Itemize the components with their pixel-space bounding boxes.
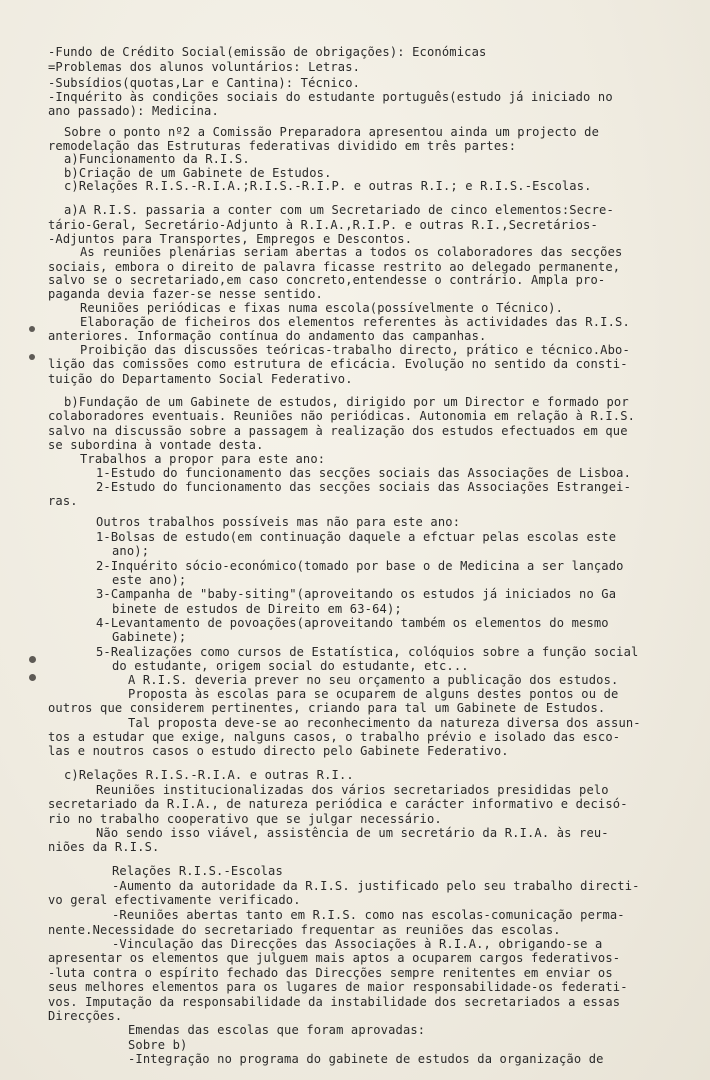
text-line: Sobre b) [128, 1037, 188, 1052]
text-line: se subordina à vontade desta. [48, 437, 264, 452]
text-line: ras. [48, 494, 78, 509]
text-line: anteriores. Informação contínua do andamento das campanhas. [48, 328, 487, 343]
text-line: a)A R.I.S. passaria a conter com um Secretariado de cinco elementos:Secre- [64, 203, 614, 218]
text-line: do estudante, origem social do estudante, etc... [112, 659, 469, 674]
text-line: 5-Realizações como cursos de Estatística, colóquios sobre a função social [96, 644, 639, 659]
text-line: 2-Inquérito sócio-económico(tomado por base o de Medicina a ser lançado [96, 558, 624, 573]
text-line: Sobre o ponto nº2 a Comissão Preparadora apresentou ainda um projecto de [64, 124, 600, 139]
text-line: Tal proposta deve-se ao reconhecimento da natureza diversa dos assun- [128, 715, 641, 730]
text-line: nente.Necessidade do secretariado frequentar as reuniões das escolas. [48, 922, 561, 937]
text-line: b)Criação de um Gabinete de Estudos. [64, 165, 332, 180]
text-line: -luta contra o espírito fechado das Direcções sempre renitentes em enviar os [48, 965, 613, 980]
text-line: Direcções. [48, 1008, 123, 1023]
text-line: rio no trabalho cooperativo que se julgar necessário. [48, 811, 442, 826]
text-line: Proposta às escolas para se ocuparem de alguns destes pontos ou de [128, 687, 619, 701]
text-line: Não sendo isso viável, assistência de um secretário da R.I.A. às reu- [96, 825, 609, 840]
text-line: outros que considerem pertinentes, criando para tal um Gabinete de Estudos. [48, 701, 606, 716]
text-line: =Problemas dos alunos voluntários: Letras. [48, 60, 361, 75]
text-line: tuição do Departamento Social Federativo. [48, 371, 353, 386]
text-line: binete de estudos de Direito em 63-64); [112, 601, 402, 616]
text-line: tário-Geral, Secretário-Adjunto à R.I.A.,R.I.P. e outras R.I.,Secretários- [48, 217, 598, 232]
text-line: Relações R.I.S.-Escolas [112, 864, 283, 879]
text-line: tos a estudar que exige, nalguns casos, o trabalho prévio e isolado das esco- [48, 730, 621, 745]
text-line: 4-Levantamento de povoações(aproveitando também os elementos do mesmo [96, 616, 609, 630]
text-line: Trabalhos a propor para este ano: [80, 452, 326, 467]
text-line: apresentar os elementos que julguem mais aptos a ocuparem cargos federativos- [48, 951, 621, 966]
text-line: ano); [112, 544, 150, 559]
text-line: salvo na discussão sobre a passagem à realização dos estudos efectuados em que [48, 423, 628, 438]
text-line: niões da R.I.S. [48, 840, 160, 855]
text-line: vos. Imputação da responsabilidade da instabilidade dos secretariados a essas [48, 994, 621, 1009]
text-line: las e noutros casos o estudo directo pelo Gabinete Federativo. [48, 744, 509, 759]
text-line: -Adjuntos para Transportes, Empregos e Descontos. [48, 231, 413, 246]
text-line: Elaboração de ficheiros dos elementos referentes às actividades das R.I.S. [80, 315, 630, 330]
text-line: secretariado da R.I.A., de natureza periódica e carácter informativo e decisó- [48, 797, 628, 812]
text-line: Proibição das discussões teóricas-trabalho directo, prático e técnico.Abo- [80, 343, 630, 357]
text-line: remodelação das Estruturas federativas dividido em três partes: [48, 138, 517, 153]
text-line: -Aumento da autoridade da R.I.S. justificado pelo seu trabalho directi- [112, 878, 640, 893]
text-line: A R.I.S. deveria prever no seu orçamento a publicação dos estudos. [128, 672, 619, 687]
text-line: 1-Estudo do funcionamento das secções sociais das Associações de Lisboa. [96, 465, 632, 480]
text-line: c)Relações R.I.S.-R.I.A. e outras R.I.. [64, 768, 354, 783]
text-line: a)Funcionamento da R.I.S. [64, 152, 250, 167]
text-line: 3-Campanha de "baby-siting"(aproveitando os estudos já iniciados no Ga [96, 587, 617, 602]
text-line: -Integração no programa do gabinete de estudos da organização de [128, 1052, 604, 1066]
text-line: 1-Bolsas de estudo(em continuação daquele a efctuar pelas escolas este [96, 529, 617, 544]
text-line: paganda devia fazer-se nesse sentido. [48, 287, 323, 302]
text-line: -Inquérito às condições sociais do estudante português(estudo já iniciado no [48, 90, 613, 104]
text-line: colaboradores eventuais. Reuniões não periódicas. Autonomia em relação à R.I.S. [48, 409, 636, 424]
text-line: Reuniões institucionalizadas dos vários secretariados presididas pelo [96, 782, 609, 797]
text-line: Outros trabalhos possíveis mas não para este ano: [96, 515, 461, 530]
text-line: Gabinete); [112, 630, 187, 645]
text-line: -Reuniões abertas tanto em R.I.S. como nas escolas-comunicação perma- [112, 908, 625, 923]
text-line: vo geral efectivamente verificado. [48, 892, 301, 907]
text-line: ano passado): Medicina. [48, 104, 219, 119]
text-line: c)Relações R.I.S.-R.I.A.;R.I.S.-R.I.P. e outras R.I.; e R.I.S.-Escolas. [64, 179, 592, 194]
text-line: lição das comissões como estrutura de eficácia. Evolução no sentido da consti- [48, 357, 628, 372]
text-line: -Vinculação das Direcções das Associações à R.I.A., obrigando-se a [112, 937, 603, 951]
text-line: este ano); [112, 572, 187, 587]
text-line: As reuniões plenárias seriam abertas a todos os colaboradores das secções [80, 245, 623, 260]
text-line: salvo se o secretariado,em caso concreto,entendesse o contrário. Ampla pro- [48, 273, 606, 287]
text-line: seus melhores elementos para os lugares de maior responsabilidade-os federati- [48, 980, 628, 995]
text-line: 2-Estudo do funcionamento das secções sociais das Associações Estrangei- [96, 480, 632, 494]
text-line: Emendas das escolas que foram aprovadas: [128, 1023, 426, 1038]
text-line: -Fundo de Crédito Social(emissão de obrigações): Económicas [48, 45, 487, 59]
text-line: sociais, embora o direito de palavra ficasse restrito ao delegado permanente, [48, 259, 621, 274]
text-line: Reuniões periódicas e fixas numa escola(possívelmente o Técnico). [80, 300, 564, 315]
text-line: b)Fundação de um Gabinete de estudos, dirigido por um Director e formado por [64, 394, 629, 409]
text-line: -Subsídios(quotas,Lar e Cantina): Técnico. [48, 75, 361, 90]
